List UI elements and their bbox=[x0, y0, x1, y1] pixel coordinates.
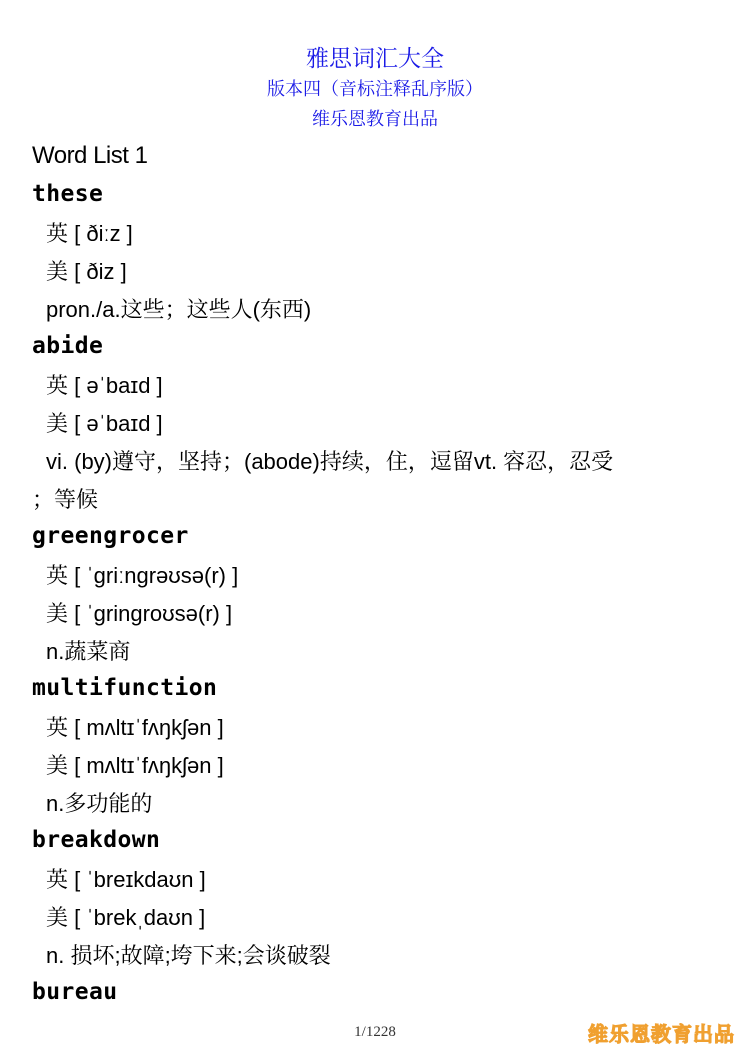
document-subtitle: 版本四（音标注释乱序版） bbox=[267, 79, 483, 100]
us-pronunciation: 美 [ ˈɡrinɡroʊsə(r) ] bbox=[46, 601, 233, 626]
definition: vi. (by)遵守，坚持；(abode)持续，住，逗留vt. 容忍，忍受 bbox=[46, 449, 614, 474]
entry-word: bureau bbox=[32, 979, 118, 1005]
uk-pronunciation: 英 [ ˈɡriːnɡrəʊsə(r) ] bbox=[46, 563, 239, 588]
entry-multifunction bbox=[32, 671, 722, 823]
entry-greengrocer bbox=[32, 519, 722, 671]
entry-word: abide bbox=[32, 333, 104, 359]
entry-word: greengrocer bbox=[32, 523, 189, 549]
definition: n.多功能的 bbox=[46, 791, 153, 816]
page-number: 1/1228 bbox=[354, 1024, 396, 1040]
entry-word: these bbox=[32, 181, 104, 207]
us-pronunciation: 美 [ ˈbrekˌdaʊn ] bbox=[46, 905, 206, 930]
entry-breakdown bbox=[32, 823, 722, 975]
entry-word: multifunction bbox=[32, 675, 218, 701]
entry-list bbox=[32, 177, 722, 1013]
entry-word: breakdown bbox=[32, 827, 161, 853]
publisher-line: 维乐恩教育出品 bbox=[312, 109, 438, 130]
document-title: 雅思词汇大全 bbox=[306, 46, 444, 72]
definition-continued: ；等候 bbox=[32, 487, 99, 512]
entry-bureau bbox=[32, 975, 722, 1013]
us-pronunciation: 美 [ əˈbaɪd ] bbox=[46, 411, 163, 436]
entry-these bbox=[32, 177, 722, 329]
us-pronunciation: 美 [ mʌltɪˈfʌŋkʃən ] bbox=[46, 753, 224, 778]
watermark-logo: 维乐恩教育出品 bbox=[588, 1022, 735, 1046]
definition: pron./a.这些；这些人(东西) bbox=[46, 297, 312, 322]
uk-pronunciation: 英 [ ˈbreɪkdaʊn ] bbox=[46, 867, 206, 892]
word-list-heading: Word List 1 bbox=[32, 142, 148, 169]
uk-pronunciation: 英 [ əˈbaɪd ] bbox=[46, 373, 163, 398]
us-pronunciation: 美 [ ðiz ] bbox=[46, 259, 127, 284]
uk-pronunciation: 英 [ ðiːz ] bbox=[46, 221, 133, 246]
definition: n. 损坏;故障;垮下来;会谈破裂 bbox=[46, 943, 331, 968]
entry-abide bbox=[32, 329, 722, 519]
definition: n.蔬菜商 bbox=[46, 639, 131, 664]
uk-pronunciation: 英 [ mʌltɪˈfʌŋkʃən ] bbox=[46, 715, 224, 740]
